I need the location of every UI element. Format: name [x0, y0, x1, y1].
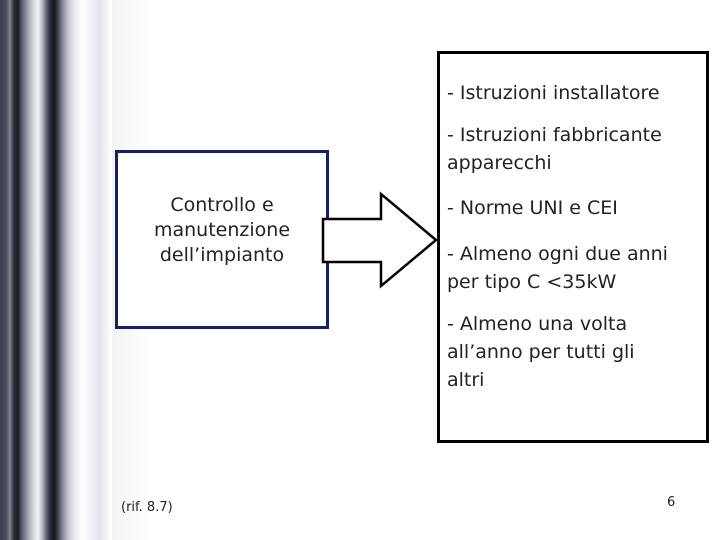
right-arrow-icon	[323, 194, 436, 286]
detail-item-manufacturer: - Istruzioni fabbricante apparecchi	[447, 124, 662, 174]
detail-item-standards: - Norme UNI e CEI	[447, 197, 618, 219]
topic-box	[115, 150, 329, 329]
detail-item-type-c: - Almeno ogni due anni per tipo C <35kW	[447, 243, 668, 293]
page-number: 6	[667, 495, 676, 510]
reference-note: (rif. 8.7)	[121, 500, 173, 515]
topic-label: Controllo e manutenzione dell’impianto	[153, 194, 291, 266]
detail-item-installer: - Istruzioni installatore	[447, 82, 660, 104]
decorative-side-stripes	[0, 0, 112, 540]
detail-item-others: - Almeno una volta all’anno per tutti gli altri	[447, 313, 635, 391]
